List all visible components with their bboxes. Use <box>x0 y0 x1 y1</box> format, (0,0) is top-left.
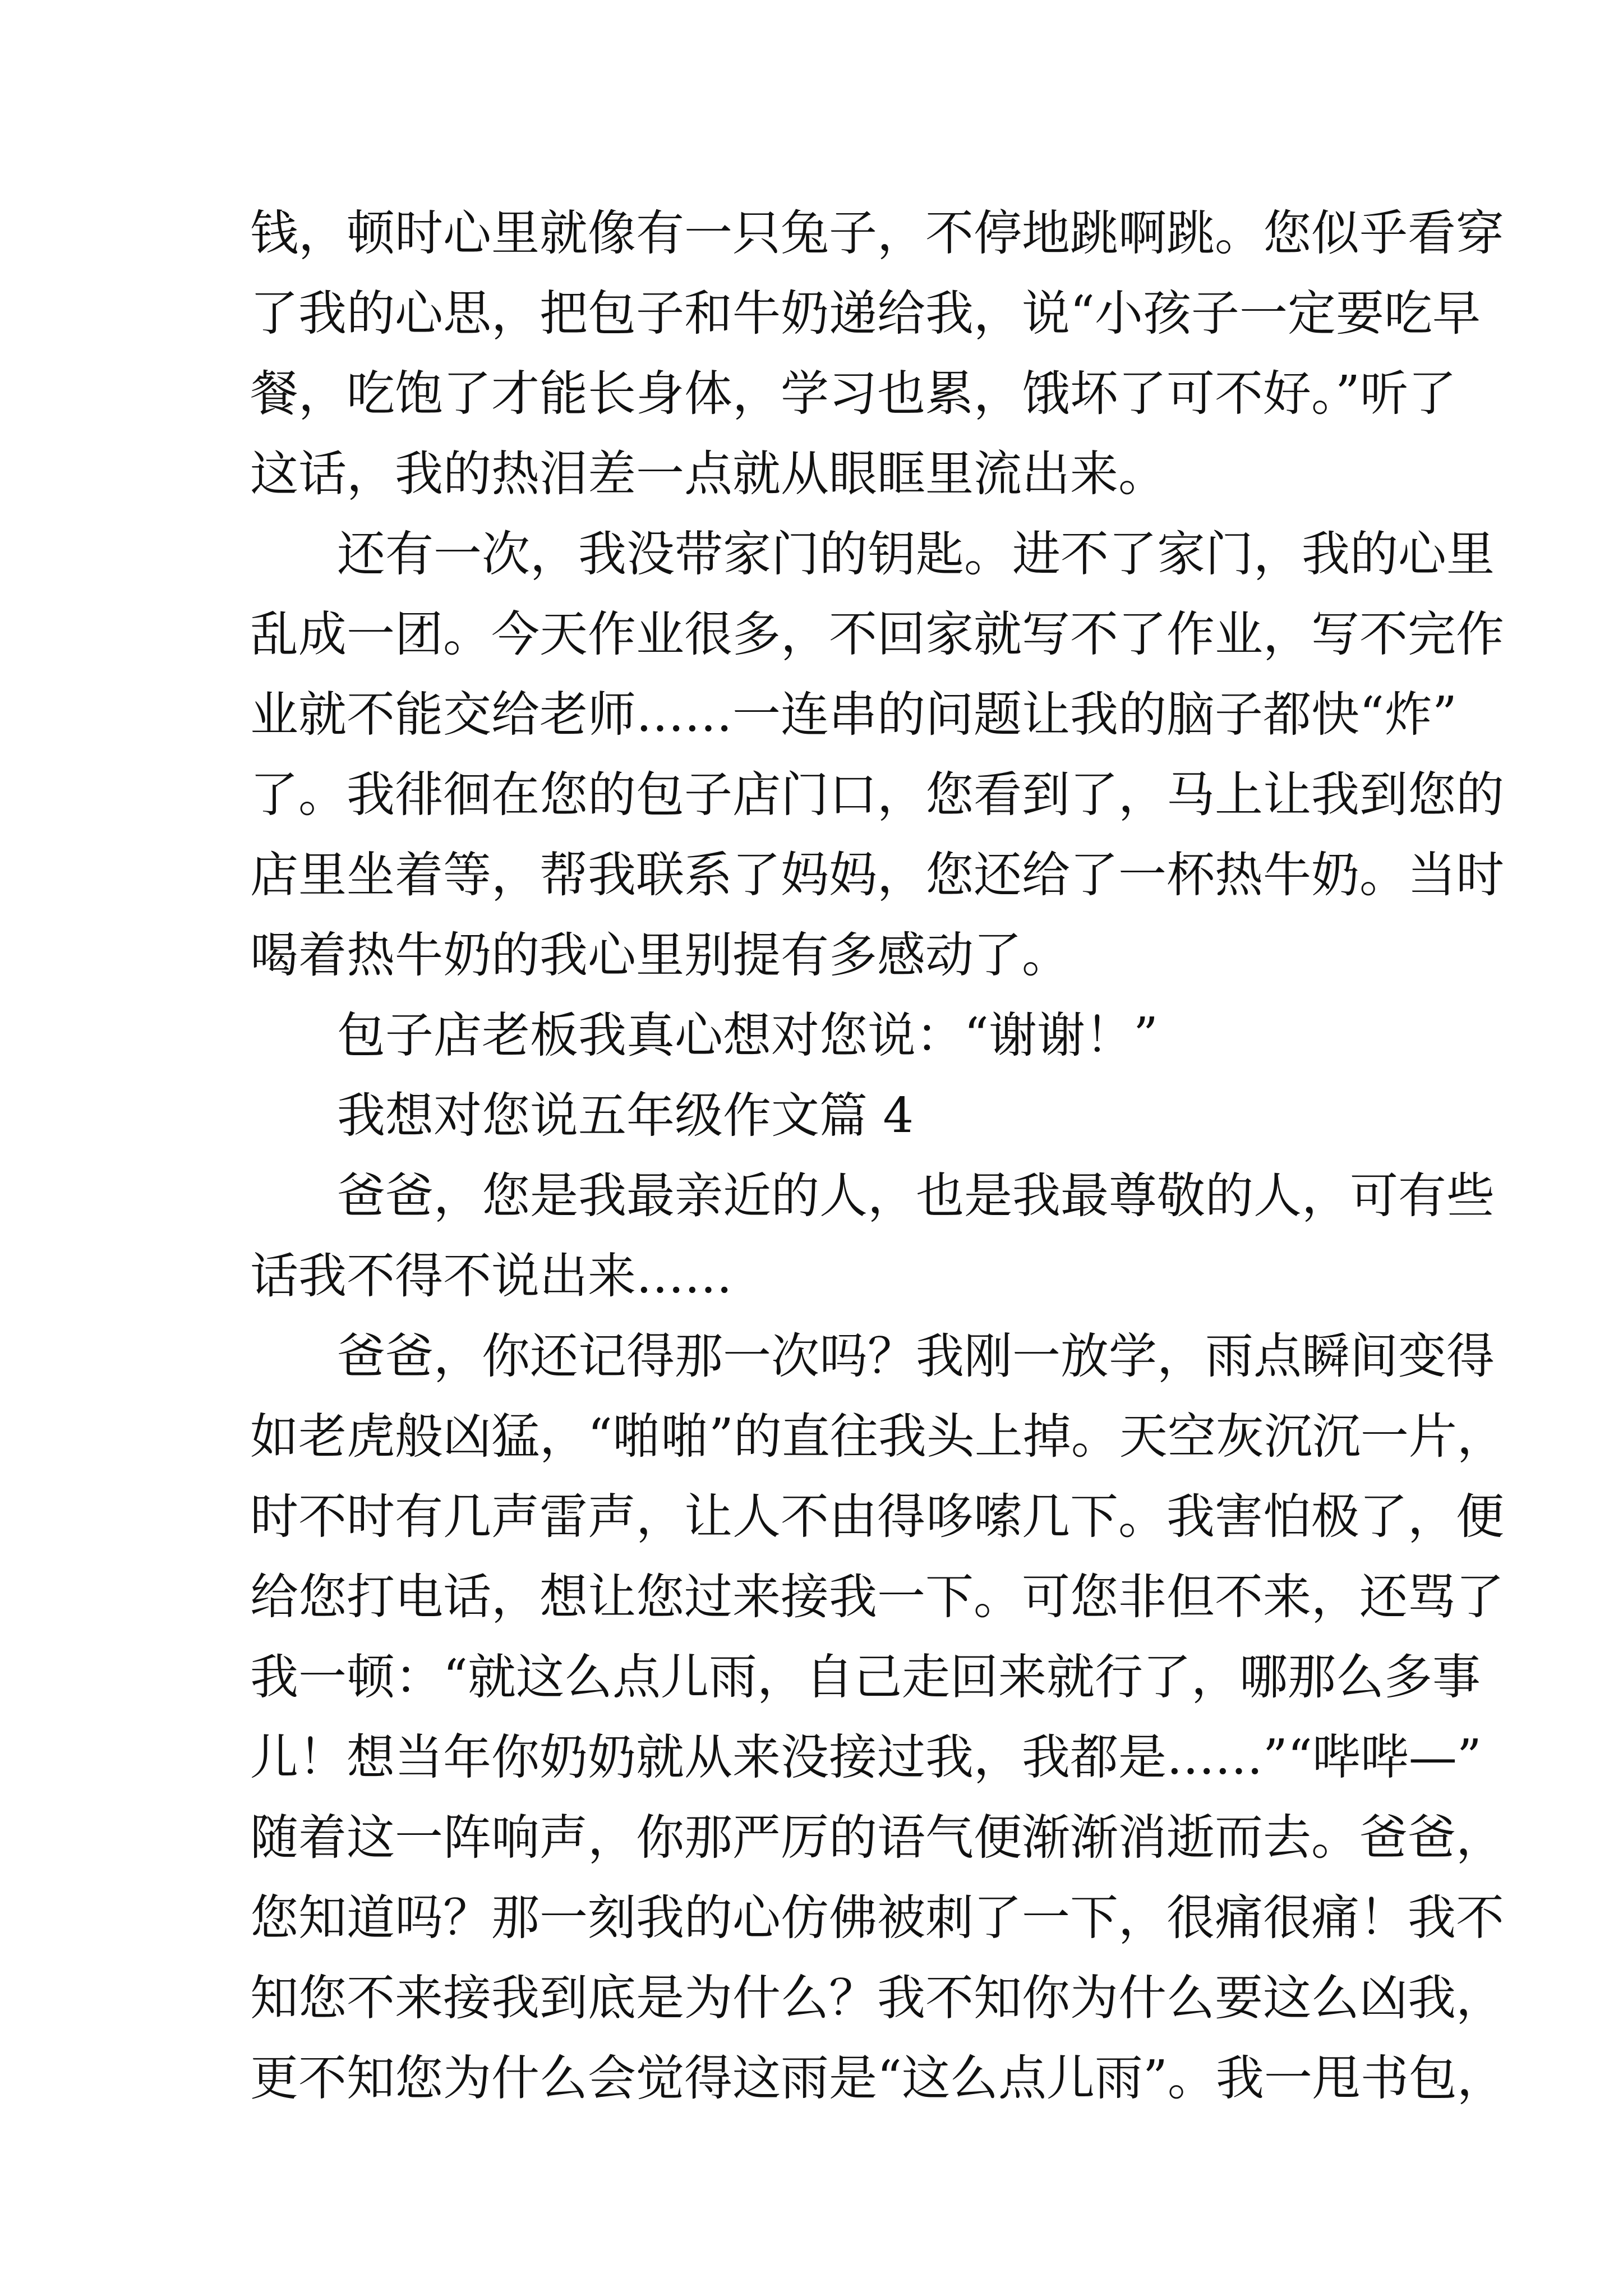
text-line: 爸爸，你还记得那一次吗？我刚一放学，雨点瞬间变得 <box>337 1328 1495 1384</box>
text-line: 话我不得不说出来…… <box>250 1248 732 1304</box>
text-line: 餐，吃饱了才能长身体，学习也累，饿坏了可不好。”听了 <box>250 366 1456 422</box>
text-line: 随着这一阵响声，你那严厉的语气便渐渐消逝而去。爸爸， <box>250 1810 1504 1866</box>
text-line: 您知道吗？那一刻我的心仿佛被刺了一下，很痛很痛！我不 <box>250 1890 1504 1946</box>
document-body <box>250 194 1505 2119</box>
text-line: 钱，顿时心里就像有一只兔子，不停地跳啊跳。您似乎看穿 <box>250 205 1504 261</box>
text-line: 这话，我的热泪差一点就从眼眶里流出来。 <box>250 446 1166 502</box>
section-heading: 我想对您说五年级作文篇 4 <box>337 1088 914 1144</box>
text-line: 知您不来接我到底是为什么？我不知你为什么要这么凶我， <box>250 1970 1504 2026</box>
text-line: 更不知您为什么会觉得这雨是“这么点儿雨”。我一甩书包， <box>250 2050 1505 2106</box>
text-line: 还有一次，我没带家门的钥匙。进不了家门，我的心里 <box>337 526 1495 582</box>
text-line: 如老虎般凶猛，“啪啪”的直往我头上掉。天空灰沉沉一片， <box>250 1409 1505 1465</box>
text-line: 了。我徘徊在您的包子店门口，您看到了，马上让我到您的 <box>250 767 1504 823</box>
text-line: 喝着热牛奶的我心里别提有多感动了。 <box>250 927 1070 983</box>
text-line: 我一顿：“就这么点儿雨，自己走回来就行了，哪那么多事 <box>250 1649 1481 1705</box>
text-line: 店里坐着等，帮我联系了妈妈，您还给了一杯热牛奶。当时 <box>250 847 1504 903</box>
text-line: 包子店老板我真心想对您说：“谢谢！” <box>337 1007 1158 1064</box>
text-line: 儿！想当年你奶奶就从来没接过我，我都是……”“哔哔—” <box>250 1729 1482 1786</box>
text-line: 给您打电话，想让您过来接我一下。可您非但不来，还骂了 <box>250 1569 1504 1625</box>
text-line: 时不时有几声雷声，让人不由得哆嗦几下。我害怕极了，便 <box>250 1489 1504 1545</box>
text-line: 爸爸，您是我最亲近的人，也是我最尊敬的人，可有些 <box>337 1168 1495 1224</box>
text-line: 乱成一团。今天作业很多，不回家就写不了作业，写不完作 <box>250 606 1504 662</box>
text-line: 了我的心思，把包子和牛奶递给我，说“小孩子一定要吃早 <box>250 286 1481 342</box>
text-line: 业就不能交给老师……一连串的问题让我的脑子都快“炸” <box>250 687 1457 743</box>
